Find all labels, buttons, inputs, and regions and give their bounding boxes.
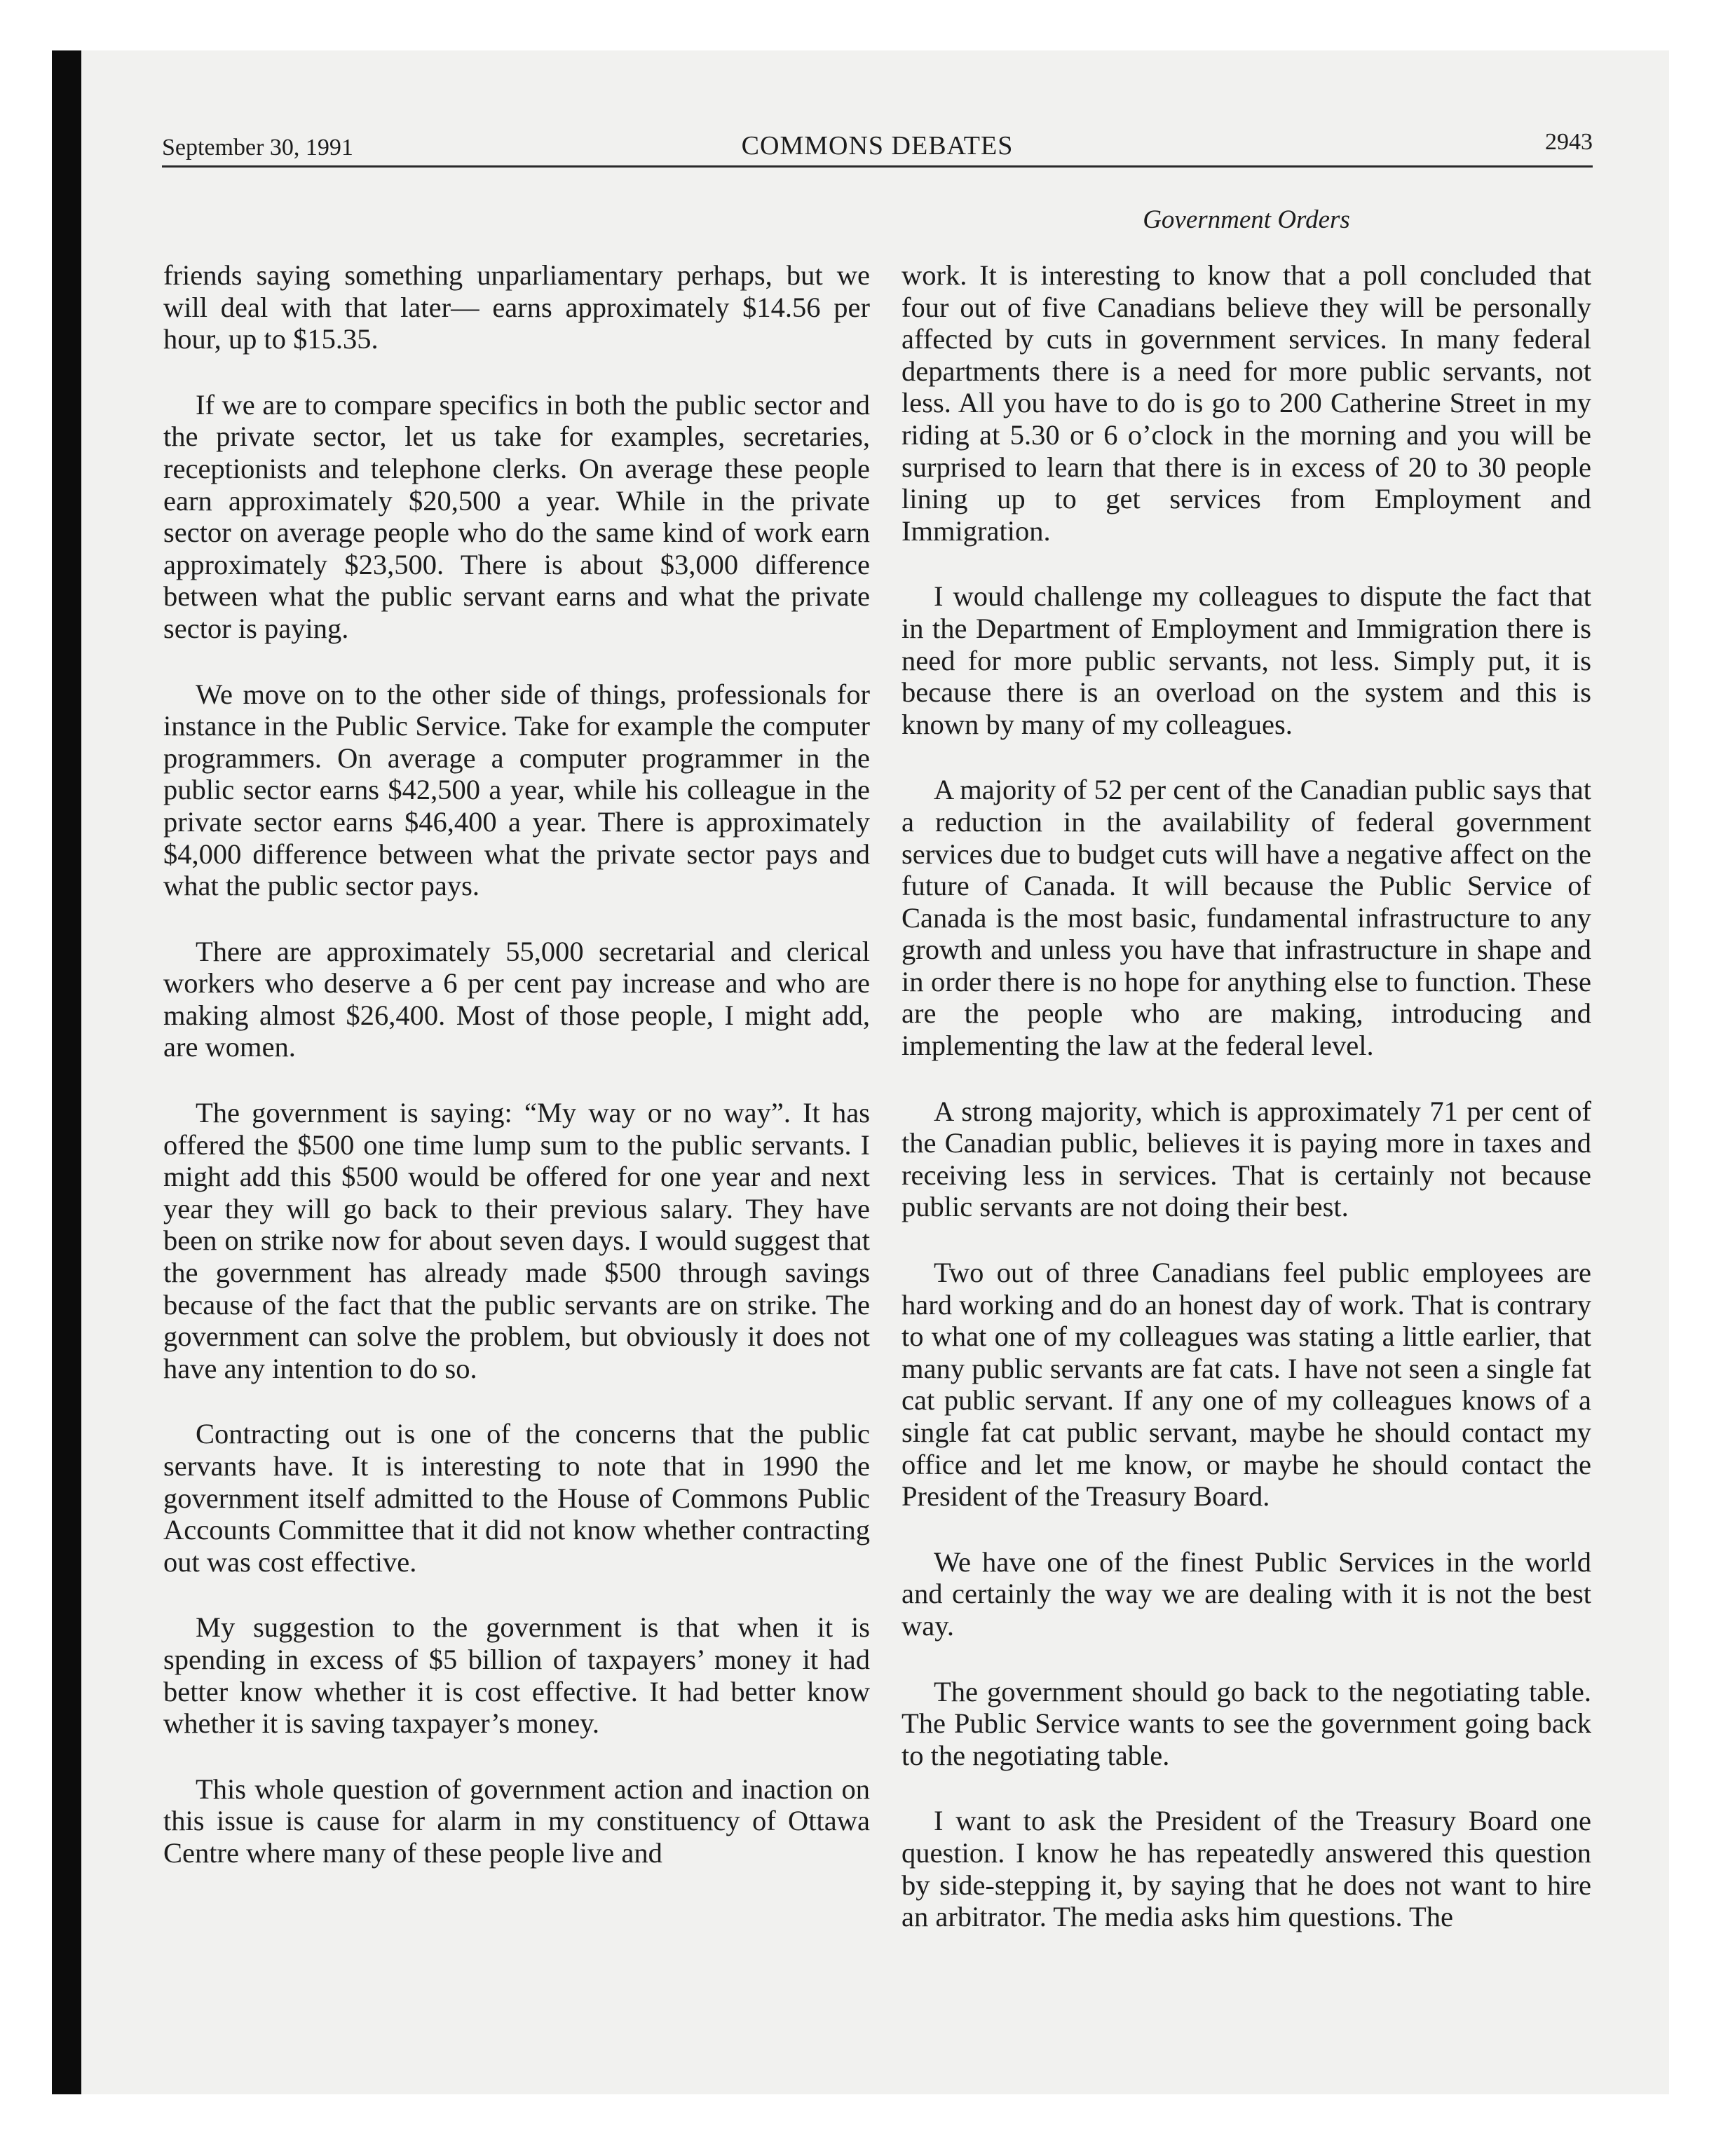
right-column (901, 259, 1591, 1933)
paragraph: I want to ask the President of the Treasury Board one question. I know he has repeatedly answered this question by side-stepping it, by saying that he does not want to hire an arbitrator. The media asks him questions. The (901, 1805, 1591, 1933)
paragraph: work. It is interesting to know that a poll concluded that four out of five Canadians believe they will be personally affected by cuts in government services. In many federal departments there is a need for more public servants, not less. All you have to do is go to 200 Catherine Street in my riding at 5.30 or 6 o’clock in the morning and you will be surprised to learn that there is in excess of 20 to 30 people lining up to get services from Employment and Immigration. (901, 259, 1591, 547)
paragraph: My suggestion to the government is that when it is spending in excess of $5 billion of taxpayers’ money it had better know whether it is cost effective. It had better know whether it is saving taxpayer’s money. (163, 1611, 870, 1740)
header-title: COMMONS DEBATES (741, 131, 1014, 161)
paragraph: A strong majority, which is approximately 71 per cent of the Canadian public, believes it is paying more in taxes and receiving less in services. That is certainly not because public servants are not doing their best. (901, 1095, 1591, 1223)
scan-edge (52, 50, 81, 2094)
paragraph: If we are to compare specifics in both the public sector and the private sector, let us take for examples, secretaries, receptionists and telephone clerks. On average these people earn approximately $20,500 a year. While in the private sector on average people who do the same kind of work earn approximately $23,500. There is about $3,000 difference between what the public servant earns and what the private sector is paying. (163, 388, 870, 644)
paragraph: friends saying something unparliamentary perhaps, but we will deal with that later— earns approximately $14.56 per hour, up to $15.35. (163, 259, 870, 355)
paragraph: The government is saying: “My way or no way”. It has offered the $500 one time lump sum to the public servants. I might add this $500 would be offered for one year and next year they will go back to their previous salary. They have been on strike now for about seven days. I would suggest that the government has already made $500 through savings because of the fact that the public servants are on strike. The government can solve the problem, but obviously it does not have any intention to do so. (163, 1097, 870, 1384)
paragraph: There are approximately 55,000 secretarial and clerical workers who deserve a 6 per cent pay increase and who are making almost $26,400. Most of those people, I might add, are women. (163, 935, 870, 1063)
paragraph: This whole question of government action and inaction on this issue is cause for alarm in my constituency of Ottawa Centre where many of these people live and (163, 1773, 870, 1869)
paragraph: A majority of 52 per cent of the Canadian public says that a reduction in the availability of federal government services due to budget cuts will have a negative affect on the future of Canada. It will because the Public Service of Canada is the most basic, fundamental infrastructure to any growth and unless you have that infrastructure in shape and in order there is no hope for anything else to function. These are the people who are making, introducing and implementing the law at the federal level. (901, 774, 1591, 1062)
paragraph: We move on to the other side of things, professionals for instance in the Public Service. Take for example the computer programmers. On average a computer programmer in the public sector earns $42,500 a year, while his colleague in the private sector earns $46,400 a year. There is approximately $4,000 difference between what the private sector pays and what the public sector pays. (163, 678, 870, 902)
section-heading: Government Orders (1143, 205, 1350, 234)
page-number: 2943 (1545, 129, 1593, 155)
paragraph: We have one of the finest Public Services in the world and certainly the way we are dealing with it is not the best way. (901, 1546, 1591, 1642)
left-column (163, 259, 870, 1869)
page-header (162, 121, 1593, 168)
paragraph: Two out of three Canadians feel public employees are hard working and do an honest day of work. That is contrary to what one of my colleagues was stating a little earlier, that many public servants are fat cats. I have not seen a single fat cat public servant. If any one of my colleagues knows of a single fat cat public servant, maybe he should contact my office and let me know, or maybe he should contact the President of the Treasury Board. (901, 1257, 1591, 1513)
paragraph: I would challenge my colleagues to dispute the fact that in the Department of Employment and Immigration there is need for more public servants, not less. Simply put, it is because there is an overload on the system and this is known by many of my colleagues. (901, 580, 1591, 740)
paragraph: The government should go back to the negotiating table. The Public Service wants to see the government going back to the negotiating table. (901, 1675, 1591, 1771)
header-date: September 30, 1991 (162, 135, 353, 161)
paragraph: Contracting out is one of the concerns that the public servants have. It is interesting to note that in 1990 the government itself admitted to the House of Commons Public Accounts Committee that it did not know whether contracting out was cost effective. (163, 1418, 870, 1578)
